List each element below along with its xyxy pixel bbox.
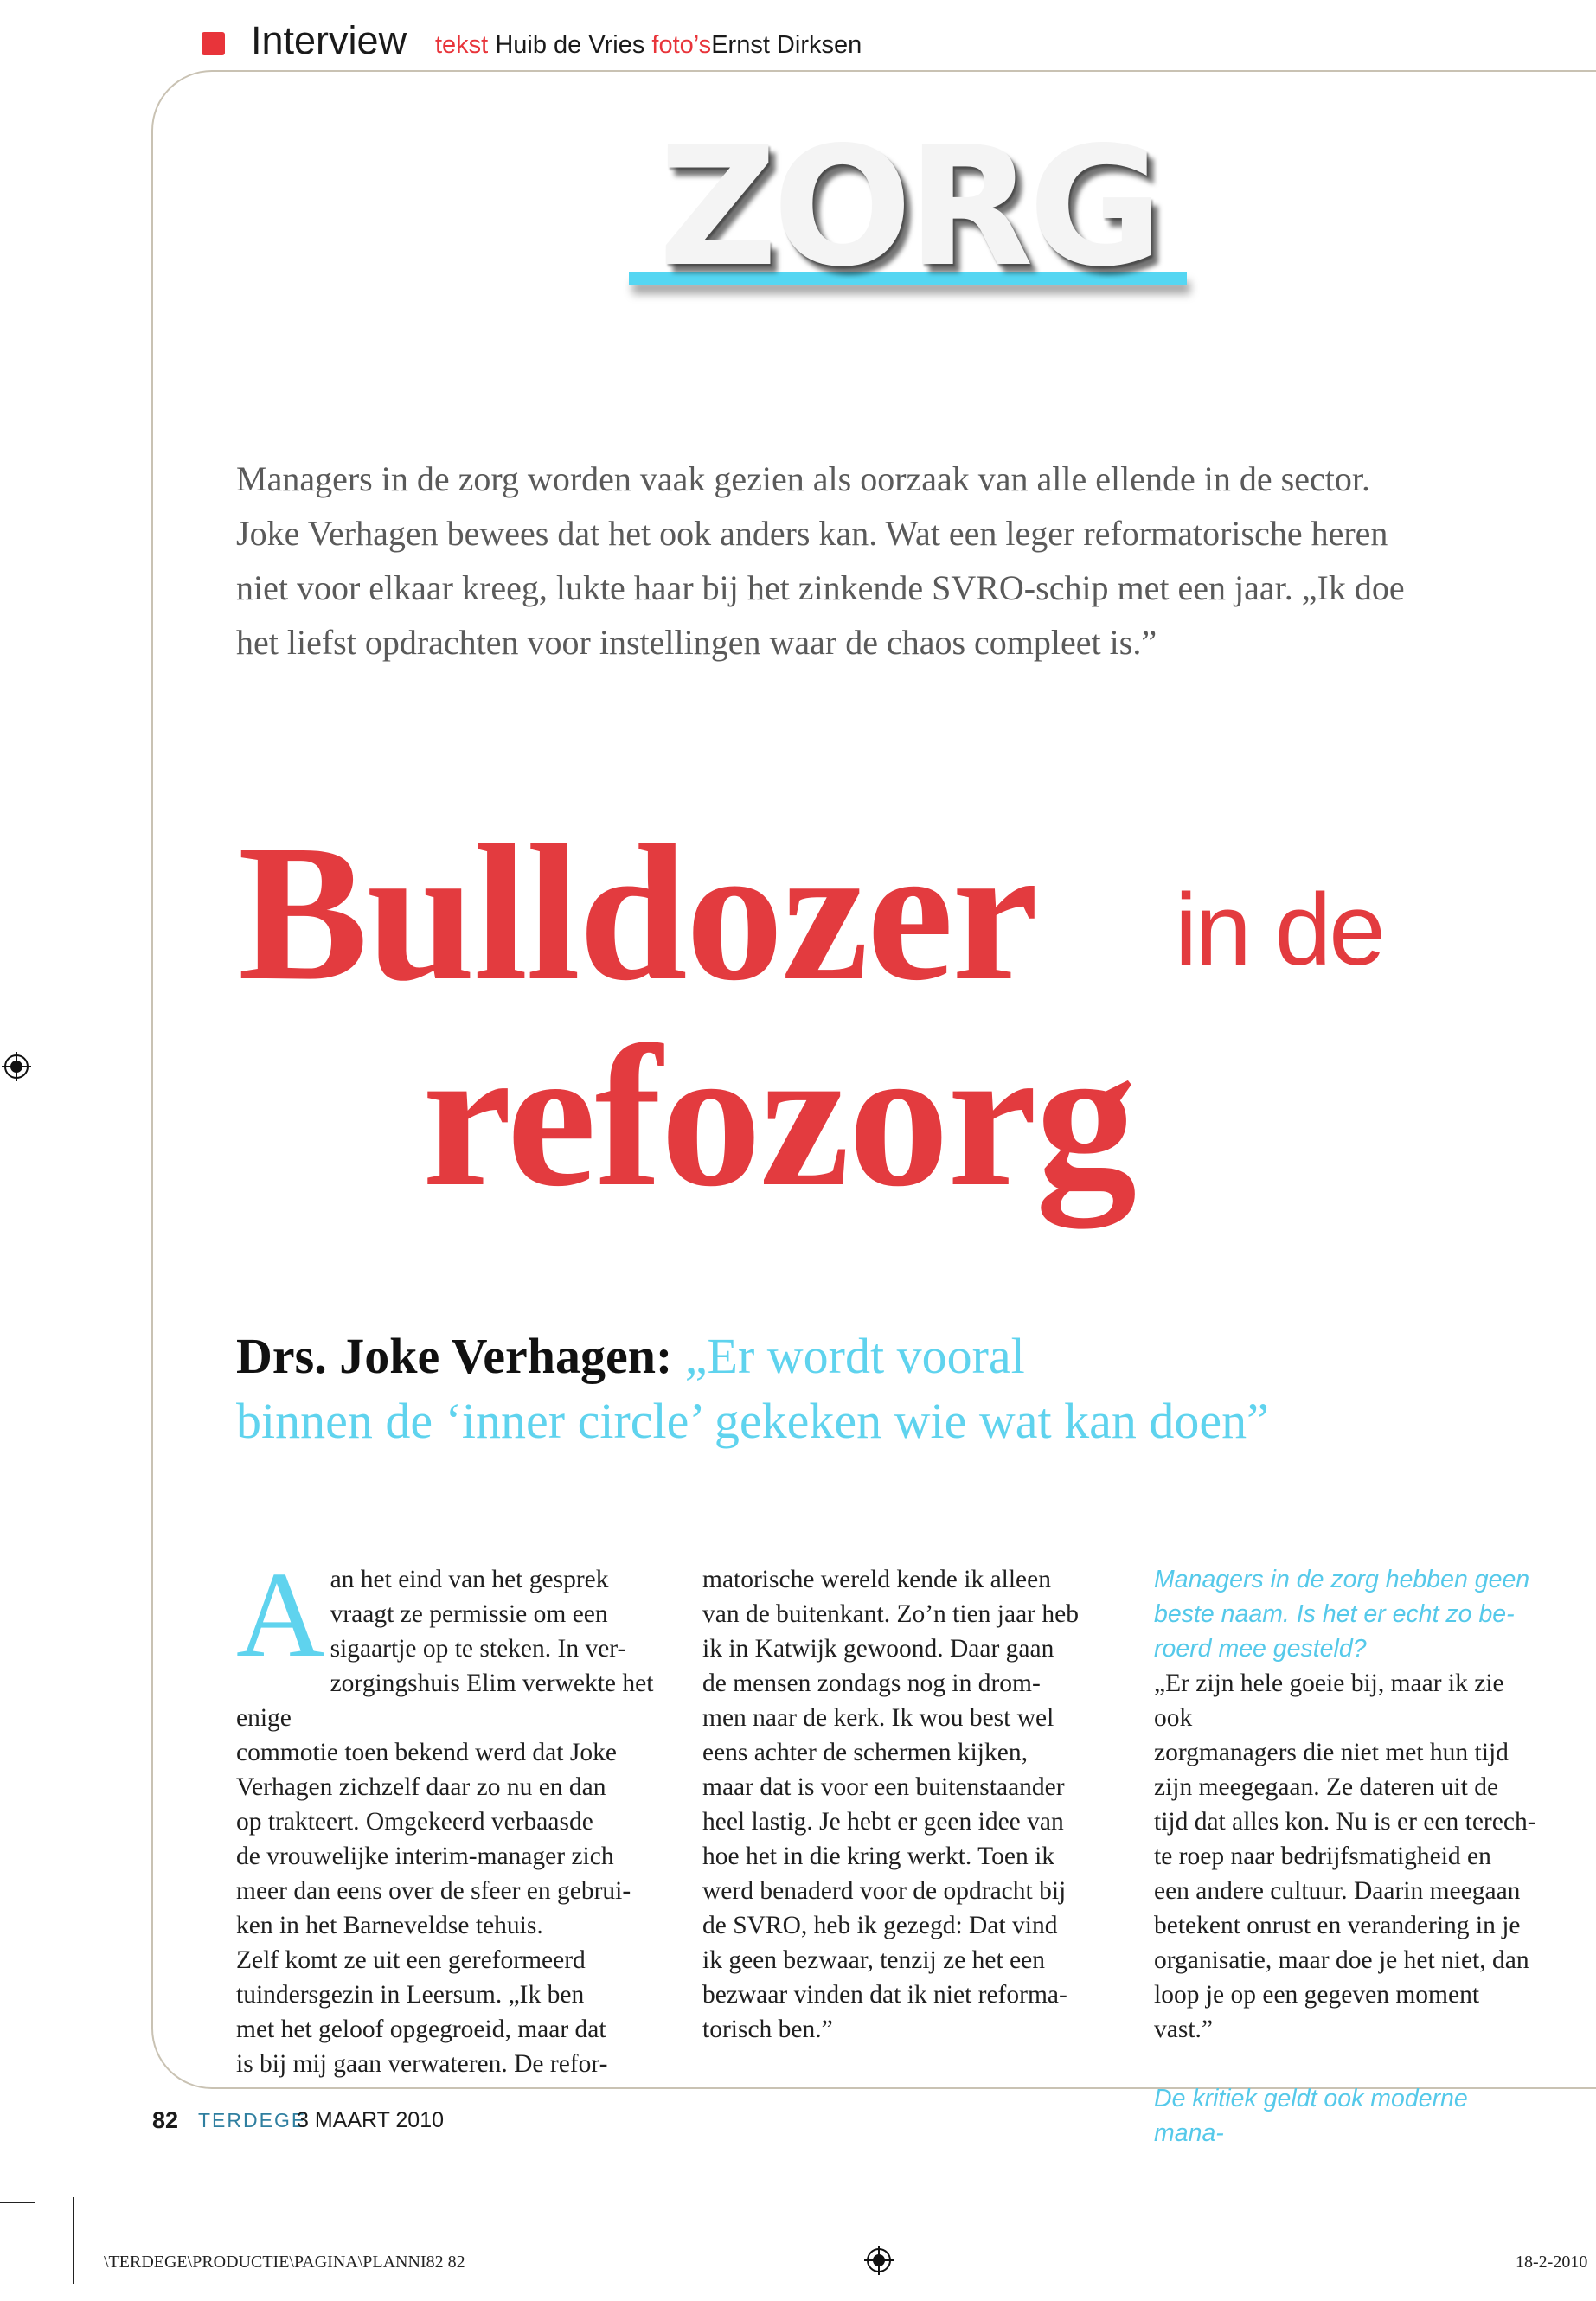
text-label: tekst — [435, 31, 489, 59]
section-marker — [202, 32, 225, 55]
body-column-3 — [1154, 1562, 1543, 2150]
body-line: tuindersgezin in Leersum. „Ik ben — [236, 1981, 585, 2009]
crop-mark — [73, 2197, 74, 2284]
body-line: de mensen zondags nog in drom- — [702, 1670, 1041, 1697]
intro-line: Joke Verhagen bewees dat het ook anders kan. Wat een leger reformatorische heren — [236, 514, 1388, 553]
body-line: werd benaderd voor de opdracht bij — [702, 1877, 1067, 1905]
interview-question: beste naam. Is het er echt zo be- — [1154, 1600, 1515, 1628]
headline-word-in-de: in de — [1175, 873, 1383, 987]
body-line: an het eind van het gesprek — [330, 1566, 609, 1593]
intro-line: niet voor elkaar kreeg, lukte haar bij het zinkende SVRO-schip met een jaar. „Ik doe — [236, 568, 1405, 607]
body-line: hoe het in die kring werkt. Toen ik — [702, 1843, 1055, 1870]
registration-mark-icon — [2, 1052, 31, 1081]
crop-mark — [0, 2202, 35, 2203]
pull-quote-line-1: „Er wordt vooral — [672, 1328, 1025, 1384]
body-line: zorgingshuis Elim verwekte het enige — [236, 1670, 654, 1732]
subheadline — [236, 1324, 1577, 1453]
interview-question: De kritiek geldt ook moderne mana- — [1154, 2085, 1468, 2147]
drop-cap: A — [236, 1546, 325, 1682]
body-line: ik geen bezwaar, tenzij ze het een — [702, 1946, 1046, 1974]
interview-question: roerd mee gesteld? — [1154, 1635, 1367, 1663]
body-line: de SVRO, heb ik gezegd: Dat vind — [702, 1912, 1058, 1939]
body-column-1 — [236, 1546, 673, 2081]
byline — [435, 29, 862, 61]
body-line: „Er zijn hele goeie bij, maar ik zie ook — [1154, 1670, 1504, 1732]
body-line: ik in Katwijk gewoond. Daar gaan — [702, 1635, 1054, 1663]
body-line: te roep naar bedrijfsmatigheid en — [1154, 1843, 1491, 1870]
issue-date: 3 MAART 2010 — [297, 2108, 445, 2132]
body-column-2 — [702, 1562, 1139, 2047]
headline-word-refozorg: refozorg — [422, 1003, 1136, 1228]
intro-line: Managers in de zorg worden vaak gezien als oorzaak van alle ellende in de sector. — [236, 459, 1370, 498]
text-author: Huib de Vries — [495, 31, 645, 59]
body-line: zorgmanagers die niet met hun tijd — [1154, 1739, 1509, 1766]
body-line: betekent onrust en verandering in je — [1154, 1912, 1521, 1939]
body-line: tijd dat alles kon. Nu is er een terech- — [1154, 1808, 1536, 1836]
body-line: van de buitenkant. Zo’n tien jaar heb — [702, 1600, 1079, 1628]
headline-word-bulldozer: Bulldozer — [238, 804, 1037, 1021]
body-line: Zelf komt ze uit een gereformeerd — [236, 1946, 586, 1974]
photo-author: Ernst Dirksen — [711, 31, 862, 59]
body-line: bezwaar vinden dat ik niet reforma- — [702, 1981, 1067, 2009]
body-line: de vrouwelijke interim-manager zich — [236, 1843, 614, 1870]
body-line: is bij mij gaan verwateren. De refor- — [236, 2050, 608, 2078]
slug-path: \TERDEGE\PRODUCTIE\PAGINA\PLANNI82 82 — [104, 2253, 465, 2272]
body-line: eens achter de schermen kijken, — [702, 1739, 1028, 1766]
body-line: commotie toen bekend werd dat Joke — [236, 1739, 617, 1766]
section-title: Interview — [251, 18, 407, 62]
body-line: op trakteert. Omgekeerd verbaasde — [236, 1808, 593, 1836]
registration-mark-icon — [864, 2246, 894, 2275]
intro-line: het liefst opdrachten voor instellingen waar de chaos compleet is.” — [236, 623, 1157, 662]
body-line: maar dat is voor een buitenstaander — [702, 1773, 1065, 1801]
speaker-name: Drs. Joke Verhagen: — [236, 1328, 673, 1384]
body-line: torisch ben.” — [702, 2016, 833, 2043]
page-number: 82 — [152, 2107, 179, 2133]
magazine-name: TERDEGE — [198, 2109, 307, 2131]
body-line: met het geloof opgegroeid, maar dat — [236, 2016, 606, 2043]
body-line: men naar de kerk. Ik wou best wel — [702, 1704, 1054, 1732]
body-line: een andere cultuur. Daarin meegaan — [1154, 1877, 1521, 1905]
body-line: sigaartje op te steken. In ver- — [330, 1635, 626, 1663]
paragraph-gap — [1154, 2047, 1543, 2081]
body-line: organisatie, maar doe je het niet, dan — [1154, 1946, 1529, 1974]
body-line: ken in het Barneveldse tehuis. — [236, 1912, 543, 1939]
interview-question: Managers in de zorg hebben geen — [1154, 1566, 1530, 1593]
photo-label: foto’s — [651, 31, 712, 59]
slug-date: 18-2-2010 — [1516, 2253, 1588, 2272]
pull-quote-line-2: binnen de ‘inner circle’ gekeken wie wat kan doen” — [236, 1393, 1269, 1449]
body-line: loop je op een gegeven moment vast.” — [1154, 1981, 1480, 2043]
body-line: Verhagen zichzelf daar zo nu en dan — [236, 1773, 606, 1801]
body-line: vraagt ze permissie om een — [330, 1600, 608, 1628]
body-line: heel lastig. Je hebt er geen idee van — [702, 1808, 1064, 1836]
body-line: meer dan eens over de sfeer en gebrui- — [236, 1877, 631, 1905]
category-label: ZORG — [658, 112, 1158, 303]
intro-paragraph — [236, 452, 1525, 670]
body-line: zijn meegegaan. Ze dateren uit de — [1154, 1773, 1499, 1801]
body-line: matorische wereld kende ik alleen — [702, 1566, 1051, 1593]
